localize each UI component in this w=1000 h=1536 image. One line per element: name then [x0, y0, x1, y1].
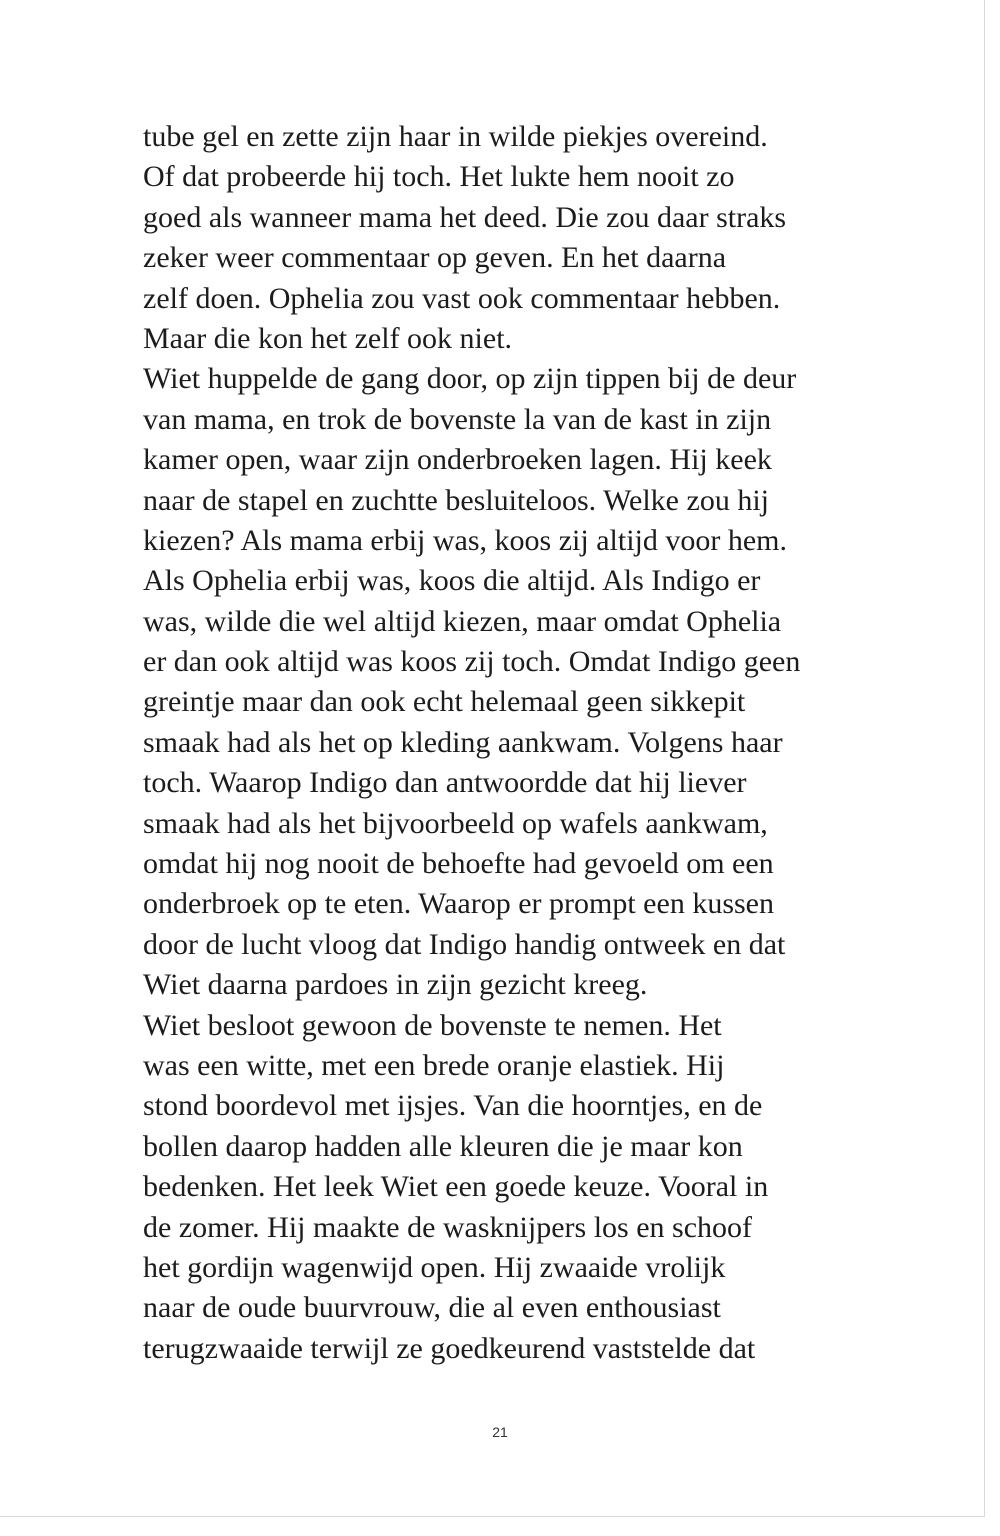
- text-line: er dan ook altijd was koos zij toch. Omdat Indigo geen: [143, 645, 801, 679]
- text-line: naar de oude buurvrouw, die al even enthousiast: [143, 1291, 721, 1325]
- text-line: stond boordevol met ijsjes. Van die hoorntjes, en de: [143, 1089, 763, 1123]
- text-line: tube gel en zette zijn haar in wilde piekjes overeind.: [143, 120, 768, 153]
- text-line: was een witte, met een brede oranje elastiek. Hij: [143, 1048, 725, 1082]
- text-line: Wiet daarna pardoes in zijn gezicht kreeg.: [143, 968, 648, 1002]
- text-line: kiezen? Als mama erbij was, koos zij altijd voor hem.: [143, 523, 788, 557]
- text-line: bedenken. Het leek Wiet een goede keuze. Vooral in: [143, 1170, 769, 1204]
- body-text: [143, 117, 973, 1369]
- text-line: omdat hij nog nooit de behoefte had gevoeld om een: [143, 847, 774, 881]
- text-line: smaak had als het bijvoorbeeld op wafels aankwam,: [143, 806, 768, 840]
- text-line: het gordijn wagenwijd open. Hij zwaaide vrolijk: [143, 1250, 726, 1284]
- text-line: goed als wanneer mama het deed. Die zou daar straks: [143, 200, 787, 234]
- text-line: de zomer. Hij maakte de wasknijpers los en schoof: [143, 1210, 752, 1244]
- text-line: Als Ophelia erbij was, koos die altijd. Als Indigo er: [143, 564, 761, 598]
- text-line: zelf doen. Ophelia zou vast ook commentaar hebben.: [143, 281, 781, 315]
- text-line: Maar die kon het zelf ook niet.: [143, 321, 513, 355]
- text-line: Wiet huppelde de gang door, op zijn tippen bij de deur: [143, 362, 797, 396]
- text-line: toch. Waarop Indigo dan antwoordde dat hij liever: [143, 766, 747, 800]
- text-line: onderbroek op te eten. Waarop er prompt een kussen: [143, 887, 774, 921]
- text-line: van mama, en trok de bovenste la van de kast in zijn: [143, 402, 772, 436]
- text-line: greintje maar dan ook echt helemaal geen sikkepit: [143, 685, 746, 719]
- page-number: 21: [492, 1424, 508, 1440]
- text-line: Wiet besloot gewoon de bovenste te nemen. Het: [143, 1008, 722, 1042]
- text-line: zeker weer commentaar op geven. En het daarna: [143, 241, 727, 275]
- text-line: Of dat probeerde hij toch. Het lukte hem nooit zo: [143, 160, 735, 194]
- text-line: door de lucht vloog dat Indigo handig ontweek en dat: [143, 927, 786, 961]
- text-line: bollen daarop hadden alle kleuren die je maar kon: [143, 1129, 743, 1163]
- text-line: terugzwaaide terwijl ze goedkeurend vaststelde dat: [143, 1331, 756, 1365]
- text-line: was, wilde die wel altijd kiezen, maar omdat Ophelia: [143, 604, 782, 638]
- text-line: smaak had als het op kleding aankwam. Volgens haar: [143, 725, 783, 759]
- page-frame-right: [984, 0, 985, 1517]
- text-line: naar de stapel en zuchtte besluiteloos. Welke zou hij: [143, 483, 769, 517]
- text-line: kamer open, waar zijn onderbroeken lagen. Hij keek: [143, 443, 772, 477]
- page-frame-bottom: [0, 1516, 985, 1517]
